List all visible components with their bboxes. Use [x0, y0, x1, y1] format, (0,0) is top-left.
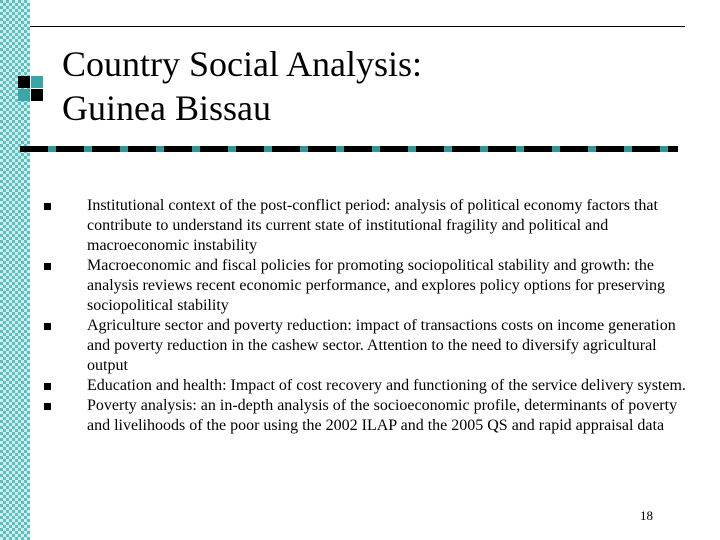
bullet-item [44, 196, 696, 256]
bullet-square-icon [44, 263, 51, 270]
page-number: 18 [640, 508, 653, 523]
bullet-text: Education and health: Impact of cost recovery and functioning of the service delivery system. [87, 377, 686, 394]
bullet-square-icon [44, 203, 51, 210]
bullet-text: Institutional context of the post-conflict period: analysis of political economy factors that contribute to understand its current state of institutional fragility and political and macroeconomic instability [87, 197, 658, 254]
bullet-item [44, 316, 696, 376]
title-line-2: Guinea Bissau [62, 88, 271, 128]
bullet-item [44, 396, 696, 436]
bullet-text: Macroeconomic and fiscal policies for promoting sociopolitical stability and growth: the analysis reviews recent economic performance, and explores policy options for preserving sociopolitical stability [87, 257, 666, 314]
bullet-item [44, 256, 696, 316]
bullet-square-icon [44, 403, 51, 410]
top-rule [30, 26, 685, 27]
bullet-item [44, 376, 696, 396]
bullet-text: Poverty analysis: an in-depth analysis of the socioeconomic profile, determinants of poverty and livelihoods of the poor using the 2002 ILAP and the 2005 QS and rapid appraisal data [87, 397, 678, 434]
bullet-text: Agriculture sector and poverty reduction: impact of transactions costs on income generation and poverty reduction in the cashew sector. Attention to the need to diversify agricultural output [87, 317, 676, 374]
title-squares-icon [18, 76, 46, 104]
title-divider [20, 146, 678, 152]
bullet-square-icon [44, 383, 51, 390]
slide-title [62, 42, 682, 130]
bullet-square-icon [44, 323, 51, 330]
bullet-list [44, 196, 696, 436]
title-line-1: Country Social Analysis: [62, 44, 422, 84]
